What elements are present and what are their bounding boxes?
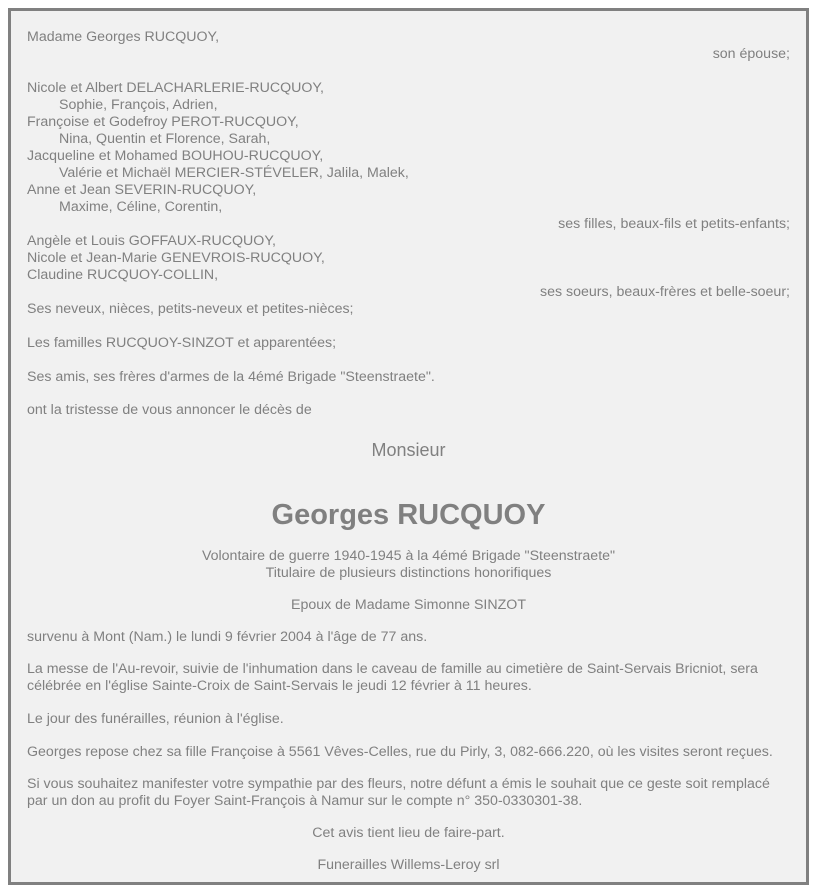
sibling-line: Angèle et Louis GOFFAUX-RUCQUOY, [27, 233, 276, 249]
grandchildren-line: Maxime, Céline, Corentin, [59, 199, 223, 215]
notice-note: Cet avis tient lieu de faire-part. [312, 825, 505, 841]
honorific-title: Monsieur [371, 440, 446, 460]
subtitle-volunteer: Volontaire de guerre 1940-1945 à la 4émé Brigade "Steenstraete" [201, 548, 616, 564]
undertaker-line: Funerailles Willems-Leroy srl [317, 857, 500, 873]
visits-paragraph: Georges repose chez sa fille Françoise à 5561 Vêves-Celles, rue du Pirly, 3, 082-666.220, où les visites seront reçues. [27, 744, 773, 760]
death-line: survenu à Mont (Nam.) le lundi 9 février 2004 à l'âge de 77 ans. [27, 629, 428, 645]
child-couple: Jacqueline et Mohamed BOUHOU-RUCQUOY, [27, 148, 324, 164]
sibling-line: Claudine RUCQUOY-COLLIN, [27, 267, 219, 283]
child-couple: Françoise et Godefroy PEROT-RUCQUOY, [27, 114, 299, 130]
announce-line: ont la tristesse de vous annoncer le décès de [27, 402, 312, 418]
deceased-name: Georges RUCQUOY [271, 499, 546, 531]
grandchildren-line: Valérie et Michaël MERCIER-STÉVELER, Jalila, Malek, [59, 165, 409, 181]
siblings-list [27, 233, 790, 301]
notice-frame [8, 8, 809, 885]
mass-paragraph: La messe de l'Au-revoir, suivie de l'inhumation dans le caveau de famille au cimetière de Saint-Servais Bricniot, sera célébrée en l'église Sainte-Croix de Saint-Servais le jeudi 12 février à 11 heures. [27, 661, 758, 694]
grandchildren-line: Nina, Quentin et Florence, Sarah, [59, 131, 271, 147]
siblings-role: ses soeurs, beaux-frères et belle-soeur; [540, 284, 790, 300]
spouse-line: Epoux de Madame Simonne SINZOT [291, 597, 526, 613]
obituary-notice [27, 29, 790, 874]
widow-line: Madame Georges RUCQUOY, [27, 29, 220, 45]
grandchildren-line: Sophie, François, Adrien, [59, 97, 218, 113]
nephews-line: Ses neveux, nièces, petits-neveux et petites-nièces; [27, 301, 354, 317]
child-couple: Nicole et Albert DELACHARLERIE-RUCQUOY, [27, 80, 324, 96]
funeral-day-line: Le jour des funérailles, réunion à l'église. [27, 711, 284, 727]
children-role: ses filles, beaux-fils et petits-enfants; [558, 216, 790, 232]
friends-line: Ses amis, ses frères d'armes de la 4émé Brigade "Steenstraete". [27, 369, 435, 385]
flowers-paragraph: Si vous souhaitez manifester votre sympathie par des fleurs, notre défunt a émis le souhait que ce geste soit remplacé par un don au profit du Foyer Saint-François à Namur sur le compte n° 350-0330301-38. [27, 776, 770, 809]
sibling-line: Nicole et Jean-Marie GENEVROIS-RUCQUOY, [27, 250, 325, 266]
widow-role: son épouse; [712, 46, 790, 62]
child-couple: Anne et Jean SEVERIN-RUCQUOY, [27, 182, 257, 198]
families-line: Les familles RUCQUOY-SINZOT et apparentées; [27, 335, 337, 351]
children-list [27, 80, 790, 233]
subtitle-distinctions: Titulaire de plusieurs distinctions honorifiques [265, 565, 552, 581]
